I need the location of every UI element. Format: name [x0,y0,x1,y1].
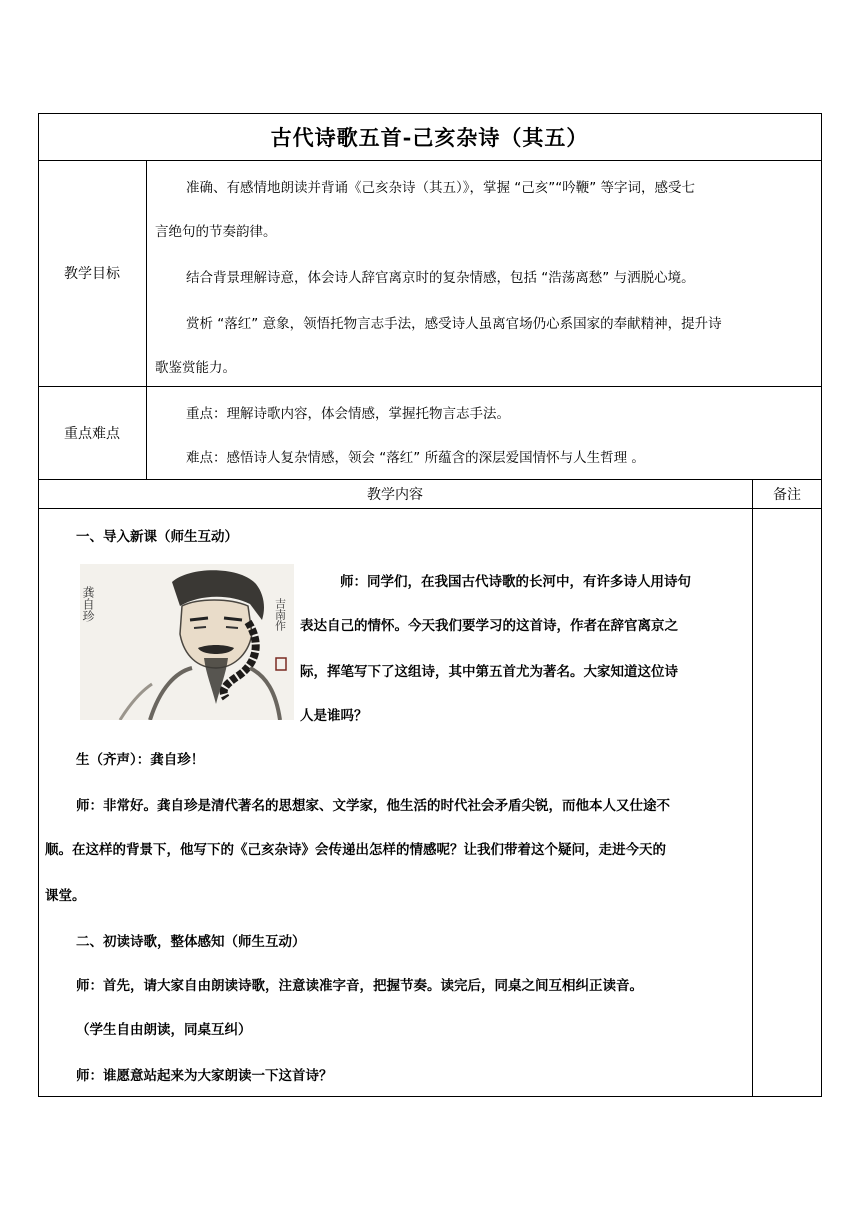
objective-line: 言绝句的节奏韵律。 [155,224,277,240]
objective-line: 结合背景理解诗意，体会诗人辞官离京时的复杂情感，包括 “浩荡离愁” 与洒脱心境。 [186,270,695,286]
poet-portrait-drawing [80,564,294,720]
teacher-line: 师：首先，请大家自由朗读诗歌，注意读准字音，把握节奏。读完后，同桌之间互相纠正读音。 [76,978,643,994]
teacher-line: 课堂。 [45,888,86,904]
keypoint-line: 难点：感悟诗人复杂情感，领会 “落红” 所蕴含的深层爱国情怀与人生哲理 。 [186,450,645,466]
keypoints-label: 重点难点 [64,425,120,442]
objectives-label: 教学目标 [64,266,120,282]
notes-column-divider [752,479,753,1097]
label-column-divider [146,160,147,480]
teacher-line: 顺。在这样的背景下，他写下的《己亥杂诗》会传递出怎样的情感呢？让我们带着这个疑问，走进今天的 [45,842,666,858]
objective-line: 赏析 “落红” 意象，领悟托物言志手法，感受诗人虽离官场仍心系国家的奉献精神，提升诗 [186,316,722,332]
objective-line: 准确、有感情地朗读并背诵《己亥杂诗（其五）》，掌握 “己亥”“吟鞭” 等字词，感受七 [186,180,696,196]
keypoint-line: 重点：理解诗歌内容，体会情感，掌握托物言志手法。 [186,406,510,422]
section-heading-reading: 二、初读诗歌，整体感知（师生互动） [76,934,306,950]
teacher-line: 际，挥笔写下了这组诗，其中第五首尤为著名。大家知道这位诗 [300,664,678,680]
header-divider [38,508,822,509]
student-response: 生（齐声）：龚自珍！ [76,752,205,768]
poet-portrait-image [80,564,294,720]
portrait-inscription-right: 吉南作 [273,598,287,631]
teacher-line: 表达自己的情怀。今天我们要学习的这首诗，作者在辞官离京之 [300,618,678,634]
page-title: 古代诗歌五首-己亥杂诗（其五） [270,125,589,150]
teacher-line: 师：同学们，在我国古代诗歌的长河中，有许多诗人用诗句 [340,574,691,590]
section-heading-intro: 一、导入新课（师生互动） [76,529,238,545]
teacher-line: 师：非常好。龚自珍是清代著名的思想家、文学家，他生活的时代社会矛盾尖锐，而他本人又仕途不 [76,798,670,814]
objectives-divider [38,386,822,387]
objective-line: 歌鉴赏能力。 [155,360,236,376]
title-divider [38,160,822,161]
teacher-line: 师：谁愿意站起来为大家朗读一下这首诗？ [76,1068,333,1084]
portrait-inscription-left: 龚自珍 [81,586,95,622]
student-action: （学生自由朗读，同桌互纠） [76,1022,252,1038]
teacher-line: 人是谁吗？ [300,708,368,724]
notes-column-header: 备注 [773,487,801,503]
content-column-header: 教学内容 [367,487,423,503]
